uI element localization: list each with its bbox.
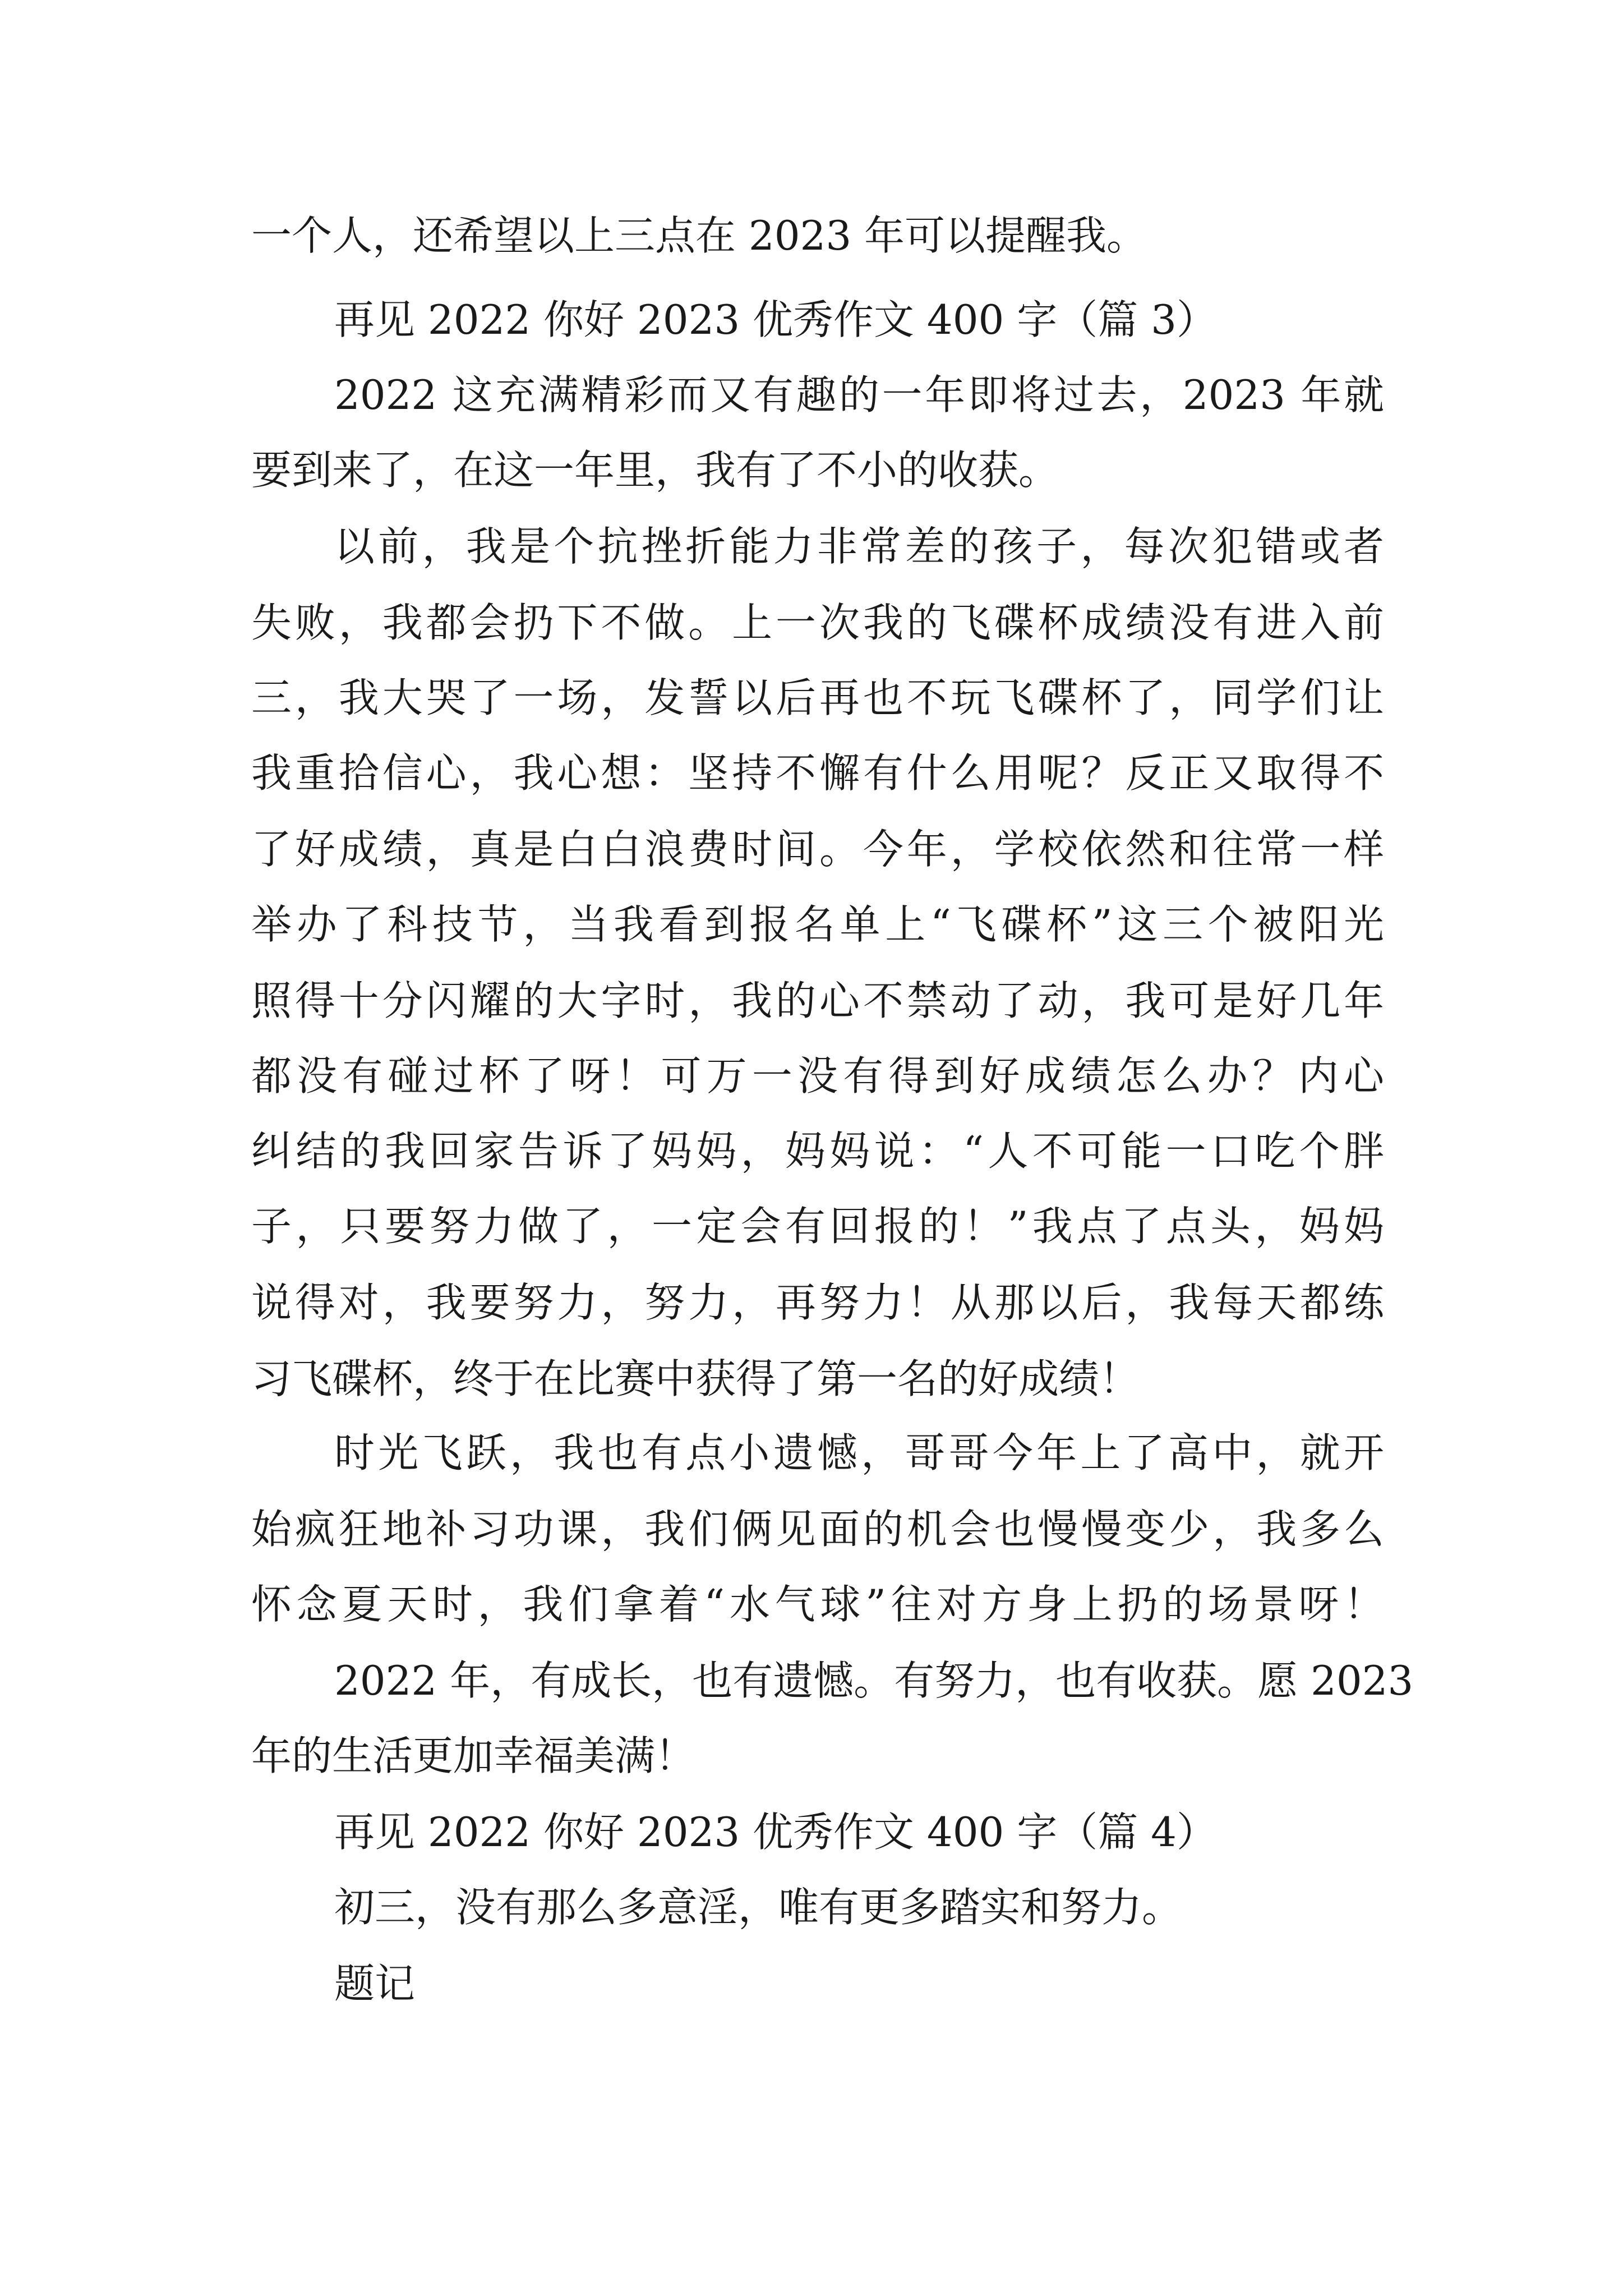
paragraph-line-13: 纠结的我回家告诉了妈妈，妈妈说：“人不可能一口吃个胖 — [251, 1128, 1384, 1175]
paragraph-line-10: 举办了科技节，当我看到报名单上“飞碟杯”这三个被阳光 — [251, 901, 1384, 948]
paragraph-line-3: 2022 这充满精彩而又有趣的一年即将过去，2023 年就 — [334, 371, 1384, 418]
paragraph-line-21: 年的生活更加幸福美满！ — [251, 1732, 696, 1779]
paragraph-line-24: 题记 — [334, 1960, 416, 2007]
paragraph-line-9: 了好成绩，真是白白浪费时间。今年，学校依然和往常一样 — [251, 826, 1384, 873]
paragraph-line-8: 我重拾信心，我心想：坚持不懈有什么用呢？反正又取得不 — [251, 749, 1384, 797]
section-heading-4: 再见 2022 你好 2023 优秀作文 400 字（篇 4） — [334, 1809, 1217, 1856]
paragraph-line-17: 时光飞跃，我也有点小遗憾，哥哥今年上了高中，就开 — [334, 1429, 1384, 1476]
paragraph-line-15: 说得对，我要努力，努力，再努力！从那以后，我每天都练 — [251, 1279, 1384, 1326]
paragraph-line-5: 以前，我是个抗挫折能力非常差的孩子，每次犯错或者 — [334, 523, 1384, 570]
paragraph-line-23: 初三，没有那么多意淫，唯有更多踏实和努力。 — [334, 1884, 1183, 1931]
paragraph-line-7: 三，我大哭了一场，发誓以后再也不玩飞碟杯了，同学们让 — [251, 674, 1384, 721]
paragraph-line-6: 失败，我都会扔下不做。上一次我的飞碟杯成绩没有进入前 — [251, 599, 1384, 646]
paragraph-line-4: 要到来了，在这一年里，我有了不小的收获。 — [251, 447, 1059, 494]
paragraph-line-16: 习飞碟杯，终于在比赛中获得了第一名的好成绩！ — [251, 1355, 1140, 1402]
paragraph-line-1: 一个人，还希望以上三点在 2023 年可以提醒我。 — [251, 212, 1147, 259]
paragraph-line-14: 子，只要努力做了，一定会有回报的！”我点了点头，妈妈 — [251, 1203, 1384, 1250]
paragraph-line-20: 2022 年，有成长，也有遗憾。有努力，也有收获。愿 2023 — [334, 1657, 1414, 1704]
paragraph-line-12: 都没有碰过杯了呀！可万一没有得到好成绩怎么办？内心 — [251, 1052, 1384, 1099]
paragraph-line-19: 怀念夏天时，我们拿着“水气球”往对方身上扔的场景呀！ — [251, 1581, 1384, 1628]
paragraph-line-11: 照得十分闪耀的大字时，我的心不禁动了动，我可是好几年 — [251, 977, 1384, 1024]
section-heading-3: 再见 2022 你好 2023 优秀作文 400 字（篇 3） — [334, 296, 1217, 343]
paragraph-line-18: 始疯狂地补习功课，我们俩见面的机会也慢慢变少，我多么 — [251, 1506, 1384, 1553]
